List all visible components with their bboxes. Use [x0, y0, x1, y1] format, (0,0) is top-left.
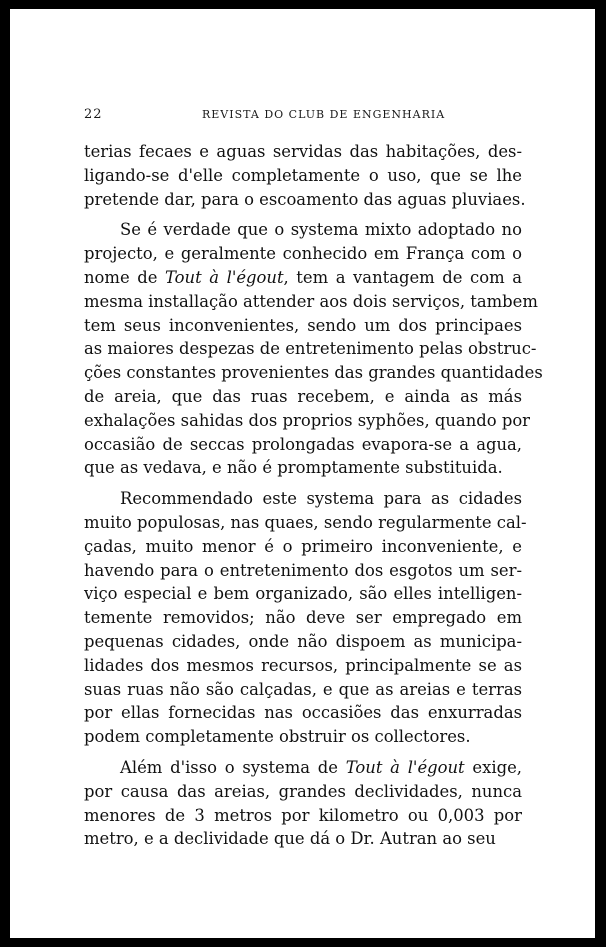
paragraph: [84, 218, 543, 480]
page-header: [84, 107, 522, 127]
text-line: menores de 3 metros por kilometro ou 0,003 por: [84, 805, 522, 825]
text-line: nome de Tout à l'égout, tem a vantagem de com a: [84, 267, 522, 287]
italic-term: Tout à l'égout: [165, 267, 284, 287]
text-line: çadas, muito menor é o primeiro inconveniente, e: [84, 536, 522, 556]
text-line: podem completamente obstruir os collectores.: [84, 727, 471, 747]
text-line: ligando-se d'elle completamente o uso, que se lhe: [84, 165, 522, 185]
text-line: lidades dos mesmos recursos, principalmente se as: [84, 655, 522, 675]
text-line: Recommendado este systema para as cidades: [120, 489, 522, 509]
text-line: exhalações sahidas dos proprios syphões, quando por: [84, 410, 531, 430]
text-line: pequenas cidades, onde não dispoem as municipa-: [84, 631, 522, 651]
text-line: havendo para o entretenimento dos esgotos um ser-: [84, 560, 522, 580]
text-line: ções constantes provenientes das grandes quantidades: [84, 363, 543, 383]
paragraph-gap: [84, 480, 522, 487]
text-line: projecto, e geralmente conhecido em França com o: [84, 244, 522, 264]
paragraph: [84, 140, 526, 211]
text-line: mesma installação attender aos dois serviços, tambem: [84, 291, 538, 311]
italic-term: Tout à l'égout: [345, 757, 465, 777]
text-line: terias fecaes e aguas servidas das habitações, des-: [84, 142, 522, 161]
text-line: que as vedava, e não é promptamente substituida.: [84, 458, 503, 478]
text-line: occasião de seccas prolongadas evapora-se a agua,: [84, 434, 522, 454]
paragraph-gap: [84, 211, 522, 218]
text-line: as maiores despezas de entretenimento pelas obstruc-: [84, 339, 537, 359]
text-line: Além d'isso o systema de Tout à l'égout exige,: [120, 757, 522, 777]
text-line: temente removidos; não deve ser empregado em: [84, 608, 522, 628]
text-line: por causa das areias, grandes declividades, nunca: [84, 781, 522, 801]
text-line: por ellas fornecidas nas occasiões das enxurradas: [84, 703, 522, 723]
text-line: tem seus inconvenientes, sendo um dos principaes: [84, 315, 522, 335]
body-text: [84, 140, 543, 851]
text-line: Se é verdade que o systema mixto adoptado no: [120, 220, 522, 240]
text-line: metro, e a declividade que dá o Dr. Autran ao seu: [84, 829, 496, 849]
paragraph-gap: [84, 749, 522, 756]
paragraph: [84, 756, 522, 851]
page-number: 22: [84, 107, 103, 122]
running-title: REVISTA DO CLUB DE ENGENHARIA: [202, 108, 446, 121]
text-line: pretende dar, para o escoamento das aguas pluviaes.: [84, 189, 526, 209]
paragraph: [84, 487, 527, 749]
text-line: muito populosas, nas quaes, sendo regularmente cal-: [84, 512, 527, 532]
text-line: de areia, que das ruas recebem, e ainda as más: [84, 386, 522, 406]
text-line: viço especial e bem organizado, são elles intelligen-: [84, 584, 522, 604]
text-line: suas ruas não são calçadas, e que as areias e terras: [84, 679, 522, 699]
